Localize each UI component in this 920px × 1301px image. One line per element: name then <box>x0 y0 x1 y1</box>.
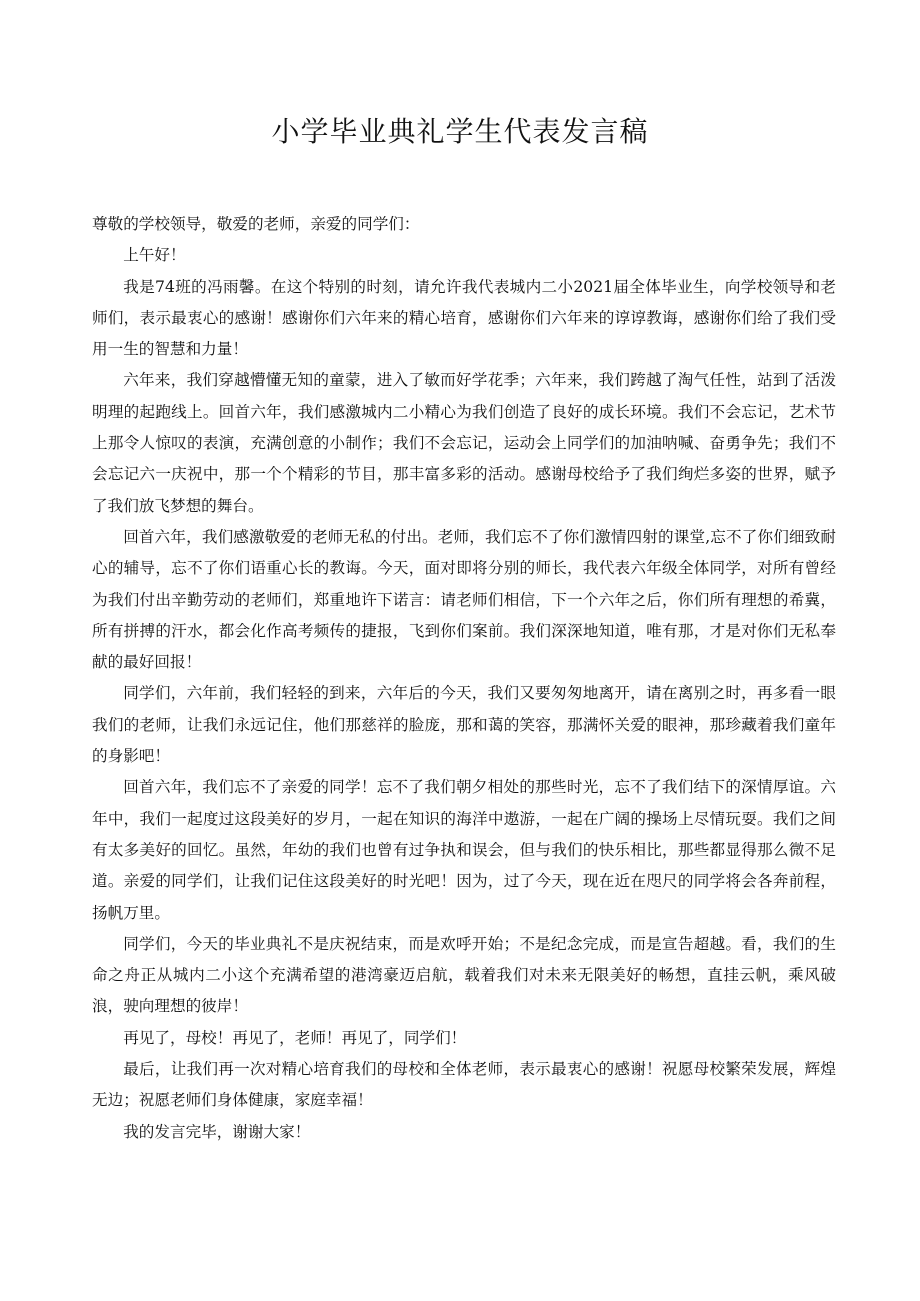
paragraph-classmates: 回首六年，我们忘不了亲爱的同学！忘不了我们朝夕相处的那些时光，忘不了我们结下的深情厚谊。六年中，我们一起度过这段美好的岁月，一起在知识的海洋中遨游，一起在广阔的操场上尽情玩耍。我们之间有太多美好的回忆。虽然，年幼的我们也曾有过争执和误会，但与我们的快乐相比，那些都显得那么微不足道。亲爱的同学们，让我们记住这段美好的时光吧！因为，过了今天，现在近在咫尺的同学将会各奔前程，扬帆万里。 <box>92 778 836 922</box>
speech-body <box>92 209 836 1148</box>
paragraph-farewell-teachers: 同学们，六年前，我们轻轻的到来，六年后的今天，我们又要匆匆地离开，请在离别之时，再多看一眼我们的老师，让我们永远记住，他们那慈祥的脸庞，那和蔼的笑容，那满怀关爱的眼神，那珍藏着我们童年的身影吧！ <box>92 684 836 766</box>
paragraph-closing: 我的发言完毕，谢谢大家！ <box>123 1122 311 1141</box>
paragraph-greeting: 上午好！ <box>123 246 186 265</box>
document-title: 小学毕业典礼学生代表发言稿 <box>271 115 649 148</box>
paragraph-school-gratitude: 六年来，我们穿越懵懂无知的童蒙，进入了敏而好学花季；六年来，我们跨越了淘气任性，站到了活泼明理的起跑线上。回首六年，我们感激城内二小精心为我们创造了良好的成长环境。我们不会忘记，艺术节上那令人惊叹的表演，充满创意的小制作；我们不会忘记，运动会上同学们的加油呐喊、奋勇争先；我们不会忘记六一庆祝中，那一个个精彩的节目，那丰富多彩的活动。感谢母校给予了我们绚烂多姿的世界，赋予了我们放飞梦想的舞台。 <box>92 371 836 515</box>
paragraph-teacher-gratitude: 回首六年，我们感激敬爱的老师无私的付出。老师，我们忘不了你们激情四射的课堂,忘不了你们细致耐心的辅导，忘不了你们语重心长的教诲。今天，面对即将分别的师长，我代表六年级全体同学，对所有曾经为我们付出辛勤劳动的老师们，郑重地许下诺言：请老师们相信，下一个六年之后，你们所有理想的希冀，所有拼搏的汗水，都会化作高考频传的捷报，飞到你们案前。我们深深地知道，唯有那，才是对你们无私奉献的最好回报！ <box>92 527 836 672</box>
paragraph-introduction: 我是74班的冯雨馨。在这个特别的时刻，请允许我代表城内二小2021届全体毕业生，向学校领导和老师们，表示最衷心的感谢！感谢你们六年来的精心培育，感谢你们六年来的谆谆教诲，感谢你们给了我们受用一生的智慧和力量！ <box>92 277 836 359</box>
paragraph-new-beginning: 同学们，今天的毕业典礼不是庆祝结束，而是欢呼开始；不是纪念完成，而是宣告超越。看，我们的生命之舟正从城内二小这个充满希望的港湾豪迈启航，载着我们对未来无限美好的畅想，直挂云帆，乘风破浪，驶向理想的彼岸！ <box>92 934 836 1016</box>
paragraph-final-thanks: 最后，让我们再一次对精心培育我们的母校和全体老师，表示最衷心的感谢！祝愿母校繁荣发展，辉煌无边；祝愿老师们身体健康，家庭幸福！ <box>92 1060 836 1110</box>
paragraph-goodbye: 再见了，母校！再见了，老师！再见了，同学们！ <box>123 1028 467 1047</box>
salutation: 尊敬的学校领导，敬爱的老师，亲爱的同学们： <box>92 215 420 233</box>
